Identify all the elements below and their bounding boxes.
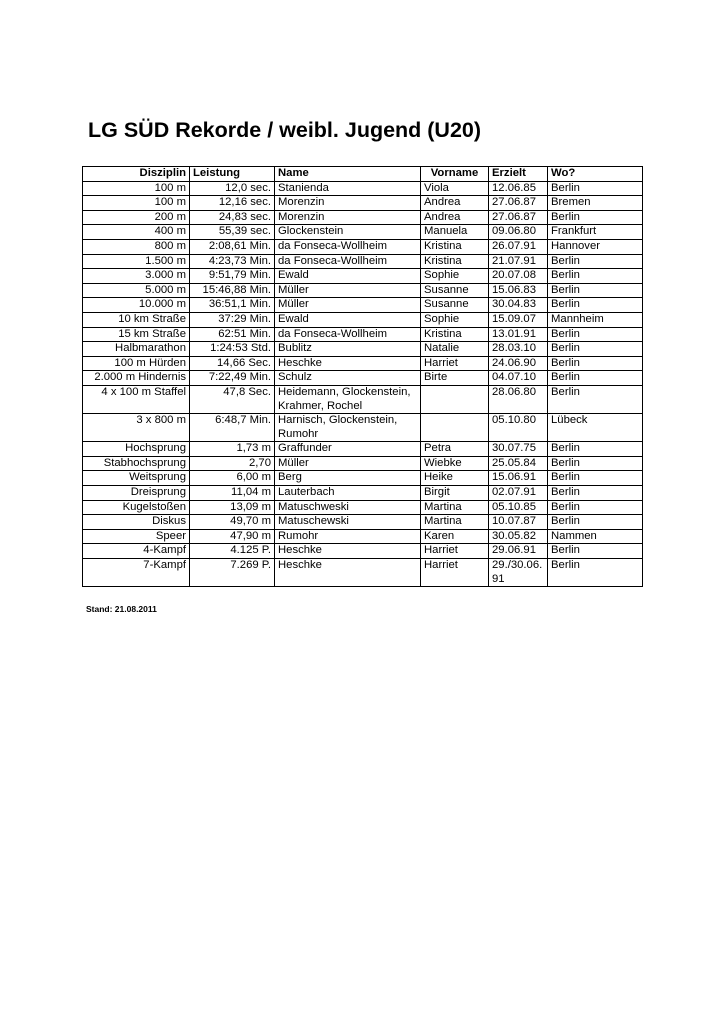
cell-erzielt: 28.06.80 [489, 385, 548, 413]
records-table [82, 166, 643, 587]
cell-vorname: Kristina [421, 254, 489, 269]
stand-date: Stand: 21.08.2011 [86, 604, 157, 614]
cell-leistung: 11,04 m [190, 486, 275, 501]
cell-vorname: Birgit [421, 486, 489, 501]
cell-name: da Fonseca-Wollheim [275, 254, 421, 269]
cell-erzielt: 05.10.85 [489, 500, 548, 515]
cell-disziplin: 10.000 m [83, 298, 190, 313]
cell-vorname: Natalie [421, 342, 489, 357]
cell-leistung: 4.125 P. [190, 544, 275, 559]
table-row [83, 544, 643, 559]
cell-vorname: Manuela [421, 225, 489, 240]
cell-vorname: Martina [421, 500, 489, 515]
table-row [83, 456, 643, 471]
page-title: LG SÜD Rekorde / weibl. Jugend (U20) [88, 118, 482, 142]
cell-vorname: Kristina [421, 239, 489, 254]
cell-disziplin: 2.000 m Hindernis [83, 371, 190, 386]
cell-leistung: 37:29 Min. [190, 312, 275, 327]
cell-wo: Berlin [548, 456, 643, 471]
table-header-row [83, 167, 643, 182]
col-header-wo: Wo? [548, 167, 643, 182]
cell-name: Ewald [275, 269, 421, 284]
cell-vorname: Andrea [421, 196, 489, 211]
cell-vorname: Sophie [421, 312, 489, 327]
cell-name: Stanienda [275, 181, 421, 196]
cell-erzielt: 15.06.83 [489, 283, 548, 298]
cell-disziplin: 800 m [83, 239, 190, 254]
cell-leistung: 6,00 m [190, 471, 275, 486]
cell-name: Glockenstein [275, 225, 421, 240]
cell-leistung: 2:08,61 Min. [190, 239, 275, 254]
cell-erzielt: 05.10.80 [489, 414, 548, 442]
cell-vorname: Birte [421, 371, 489, 386]
table-row [83, 254, 643, 269]
cell-leistung: 7:22,49 Min. [190, 371, 275, 386]
cell-disziplin: 10 km Straße [83, 312, 190, 327]
cell-wo: Berlin [548, 471, 643, 486]
cell-wo: Berlin [548, 371, 643, 386]
cell-erzielt: 15.06.91 [489, 471, 548, 486]
table-row [83, 298, 643, 313]
cell-disziplin: Speer [83, 529, 190, 544]
cell-erzielt: 29./30.06.91 [489, 559, 548, 587]
cell-leistung: 9:51,79 Min. [190, 269, 275, 284]
cell-name: Morenzin [275, 196, 421, 211]
table-row [83, 471, 643, 486]
records-body [83, 181, 643, 587]
cell-disziplin: 15 km Straße [83, 327, 190, 342]
cell-wo: Berlin [548, 254, 643, 269]
cell-disziplin: Weitsprung [83, 471, 190, 486]
cell-erzielt: 25.05.84 [489, 456, 548, 471]
cell-name: Müller [275, 298, 421, 313]
cell-name: Ewald [275, 312, 421, 327]
cell-disziplin: 100 m Hürden [83, 356, 190, 371]
cell-name: Matuschewski [275, 515, 421, 530]
table-row [83, 196, 643, 211]
cell-leistung: 14,66 Sec. [190, 356, 275, 371]
cell-wo: Berlin [548, 442, 643, 457]
cell-disziplin: 5.000 m [83, 283, 190, 298]
cell-erzielt: 27.06.87 [489, 210, 548, 225]
cell-wo: Berlin [548, 500, 643, 515]
cell-wo: Berlin [548, 210, 643, 225]
cell-name: Schulz [275, 371, 421, 386]
cell-name: Graffunder [275, 442, 421, 457]
cell-disziplin: Hochsprung [83, 442, 190, 457]
table-row [83, 181, 643, 196]
cell-wo: Berlin [548, 356, 643, 371]
table-row [83, 371, 643, 386]
cell-leistung: 49,70 m [190, 515, 275, 530]
cell-name: da Fonseca-Wollheim [275, 327, 421, 342]
cell-wo: Berlin [548, 486, 643, 501]
col-header-disziplin: Disziplin [83, 167, 190, 182]
cell-leistung: 1,73 m [190, 442, 275, 457]
cell-disziplin: Stabhochsprung [83, 456, 190, 471]
cell-disziplin: 100 m [83, 196, 190, 211]
cell-name: Müller [275, 456, 421, 471]
cell-erzielt: 30.05.82 [489, 529, 548, 544]
table-row [83, 283, 643, 298]
cell-wo: Bremen [548, 196, 643, 211]
cell-name: Matuschweski [275, 500, 421, 515]
cell-name: Heschke [275, 544, 421, 559]
cell-wo: Berlin [548, 181, 643, 196]
cell-wo: Lübeck [548, 414, 643, 442]
table-row [83, 515, 643, 530]
table-row [83, 269, 643, 284]
cell-erzielt: 29.06.91 [489, 544, 548, 559]
cell-wo: Hannover [548, 239, 643, 254]
cell-erzielt: 30.07.75 [489, 442, 548, 457]
table-row [83, 486, 643, 501]
cell-vorname: Viola [421, 181, 489, 196]
cell-vorname: Martina [421, 515, 489, 530]
cell-erzielt: 09.06.80 [489, 225, 548, 240]
cell-vorname: Kristina [421, 327, 489, 342]
cell-leistung: 2,70 [190, 456, 275, 471]
cell-vorname: Susanne [421, 298, 489, 313]
cell-wo: Berlin [548, 544, 643, 559]
cell-name: da Fonseca-Wollheim [275, 239, 421, 254]
cell-disziplin: 3.000 m [83, 269, 190, 284]
table-row [83, 239, 643, 254]
cell-wo: Berlin [548, 559, 643, 587]
cell-disziplin: 3 x 800 m [83, 414, 190, 442]
cell-wo: Berlin [548, 283, 643, 298]
cell-leistung: 13,09 m [190, 500, 275, 515]
cell-vorname [421, 385, 489, 413]
cell-name: Bublitz [275, 342, 421, 357]
cell-name: Heschke [275, 356, 421, 371]
cell-vorname: Sophie [421, 269, 489, 284]
cell-erzielt: 13.01.91 [489, 327, 548, 342]
cell-erzielt: 24.06.90 [489, 356, 548, 371]
table-row [83, 327, 643, 342]
cell-vorname: Harriet [421, 544, 489, 559]
cell-leistung: 4:23,73 Min. [190, 254, 275, 269]
cell-erzielt: 04.07.10 [489, 371, 548, 386]
cell-name: Rumohr [275, 529, 421, 544]
col-header-erzielt: Erzielt [489, 167, 548, 182]
cell-disziplin: 1.500 m [83, 254, 190, 269]
cell-name: Heidemann, Glockenstein, Krahmer, Rochel [275, 385, 421, 413]
cell-name: Müller [275, 283, 421, 298]
cell-disziplin: 100 m [83, 181, 190, 196]
cell-name: Heschke [275, 559, 421, 587]
cell-name: Morenzin [275, 210, 421, 225]
cell-leistung: 36:51,1 Min. [190, 298, 275, 313]
table-row [83, 529, 643, 544]
cell-wo: Berlin [548, 515, 643, 530]
cell-erzielt: 10.07.87 [489, 515, 548, 530]
table-row [83, 385, 643, 413]
cell-disziplin: Diskus [83, 515, 190, 530]
col-header-name: Name [275, 167, 421, 182]
cell-leistung: 62:51 Min. [190, 327, 275, 342]
cell-disziplin: Dreisprung [83, 486, 190, 501]
cell-disziplin: 200 m [83, 210, 190, 225]
table-row [83, 442, 643, 457]
cell-wo: Berlin [548, 385, 643, 413]
cell-vorname: Harriet [421, 356, 489, 371]
table-row [83, 559, 643, 587]
cell-erzielt: 21.07.91 [489, 254, 548, 269]
table-row [83, 342, 643, 357]
cell-disziplin: 400 m [83, 225, 190, 240]
cell-name: Lauterbach [275, 486, 421, 501]
cell-leistung: 12,16 sec. [190, 196, 275, 211]
table-row [83, 225, 643, 240]
cell-vorname: Susanne [421, 283, 489, 298]
cell-leistung: 7.269 P. [190, 559, 275, 587]
cell-disziplin: Kugelstoßen [83, 500, 190, 515]
table-row [83, 500, 643, 515]
cell-leistung: 12,0 sec. [190, 181, 275, 196]
cell-erzielt: 12.06.85 [489, 181, 548, 196]
col-header-leistung: Leistung [190, 167, 275, 182]
cell-erzielt: 28.03.10 [489, 342, 548, 357]
cell-leistung: 47,8 Sec. [190, 385, 275, 413]
table-row [83, 312, 643, 327]
cell-disziplin: 7-Kampf [83, 559, 190, 587]
cell-leistung: 47,90 m [190, 529, 275, 544]
cell-erzielt: 15.09.07 [489, 312, 548, 327]
col-header-vorname: Vorname [421, 167, 489, 182]
cell-leistung: 24,83 sec. [190, 210, 275, 225]
cell-erzielt: 26.07.91 [489, 239, 548, 254]
cell-vorname [421, 414, 489, 442]
cell-vorname: Andrea [421, 210, 489, 225]
cell-disziplin: 4 x 100 m Staffel [83, 385, 190, 413]
cell-erzielt: 30.04.83 [489, 298, 548, 313]
cell-name: Berg [275, 471, 421, 486]
cell-vorname: Wiebke [421, 456, 489, 471]
cell-wo: Berlin [548, 269, 643, 284]
cell-erzielt: 27.06.87 [489, 196, 548, 211]
table-row [83, 414, 643, 442]
table-row [83, 210, 643, 225]
cell-erzielt: 02.07.91 [489, 486, 548, 501]
cell-vorname: Heike [421, 471, 489, 486]
cell-wo: Nammen [548, 529, 643, 544]
cell-wo: Berlin [548, 342, 643, 357]
cell-wo: Berlin [548, 298, 643, 313]
table-row [83, 356, 643, 371]
cell-vorname: Harriet [421, 559, 489, 587]
cell-leistung: 6:48,7 Min. [190, 414, 275, 442]
cell-leistung: 15:46,88 Min. [190, 283, 275, 298]
cell-disziplin: Halbmarathon [83, 342, 190, 357]
cell-wo: Berlin [548, 327, 643, 342]
cell-name: Harnisch, Glockenstein, Rumohr [275, 414, 421, 442]
cell-leistung: 55,39 sec. [190, 225, 275, 240]
cell-wo: Mannheim [548, 312, 643, 327]
cell-disziplin: 4-Kampf [83, 544, 190, 559]
cell-vorname: Petra [421, 442, 489, 457]
cell-vorname: Karen [421, 529, 489, 544]
cell-leistung: 1:24:53 Std. [190, 342, 275, 357]
cell-wo: Frankfurt [548, 225, 643, 240]
cell-erzielt: 20.07.08 [489, 269, 548, 284]
